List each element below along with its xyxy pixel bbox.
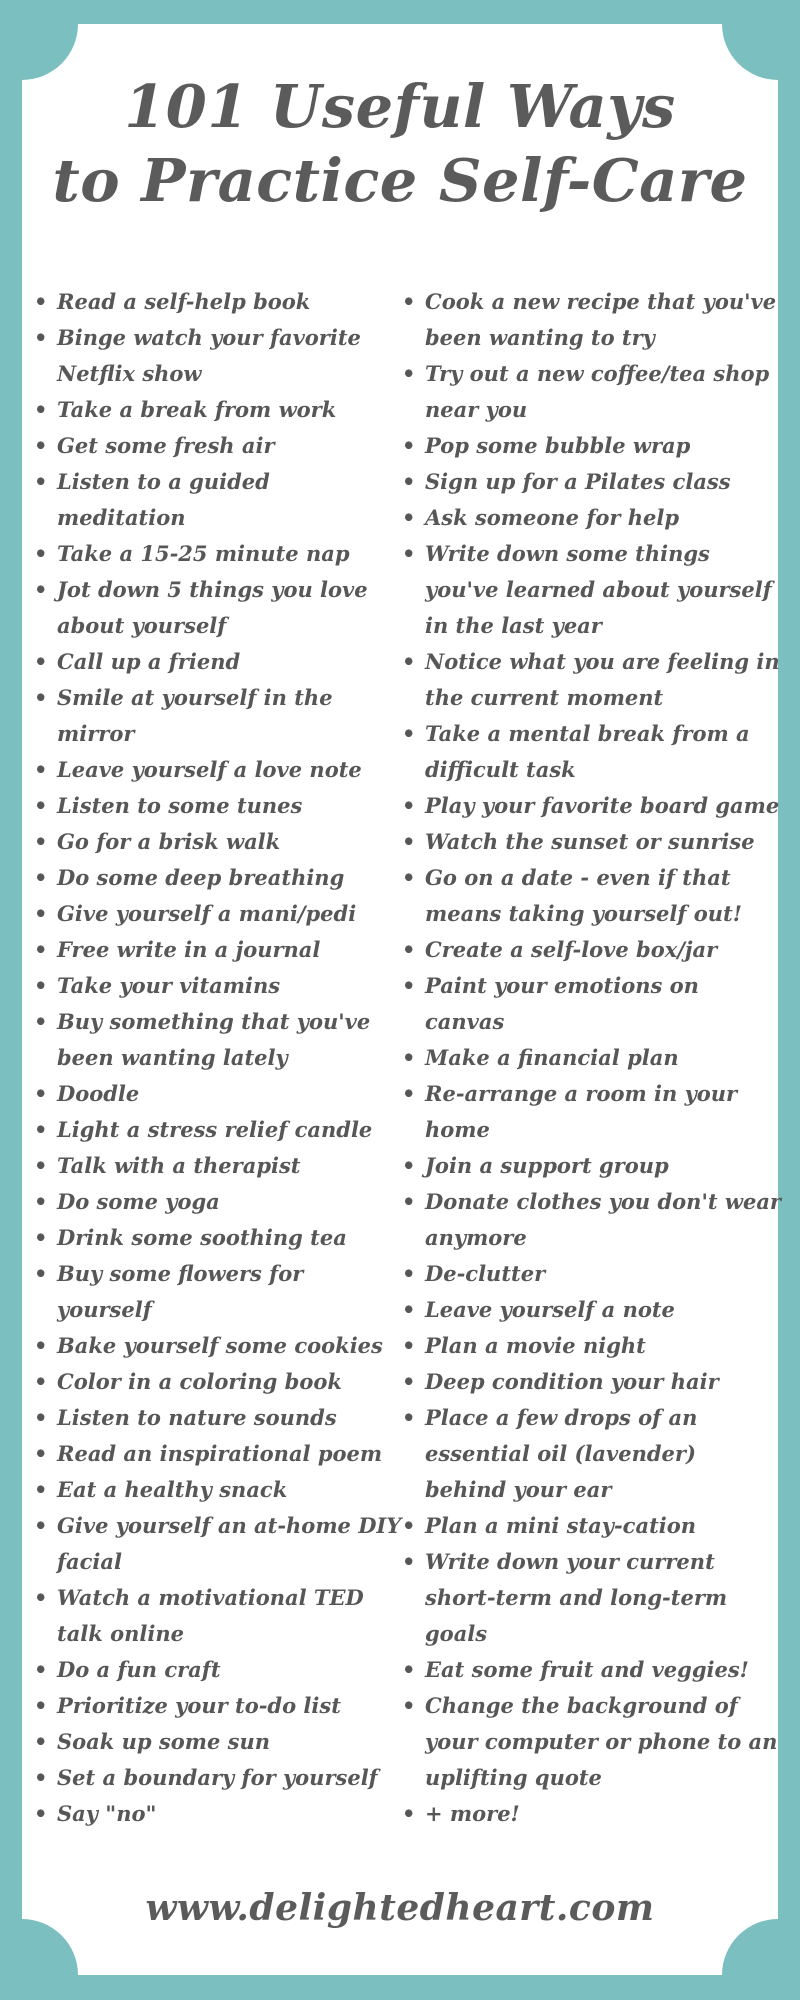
list-item: • Create a self-love box/jar: [398, 932, 782, 968]
list-item: • Prioritize your to-do list: [30, 1688, 402, 1724]
list-item: • Eat a healthy snack: [30, 1472, 402, 1508]
title-line-2: to Practice Self-Care: [52, 146, 748, 215]
list-item: • Watch a motivational TED talk online: [30, 1580, 402, 1652]
list-item: • Call up a friend: [30, 644, 402, 680]
list-item: • Leave yourself a love note: [30, 752, 402, 788]
list-item: • Donate clothes you don't wear anymore: [398, 1184, 782, 1256]
list-item: • Read an inspirational poem: [30, 1436, 402, 1472]
list-item: • Buy some flowers for yourself: [30, 1256, 402, 1328]
list-item: • Free write in a journal: [30, 932, 402, 968]
list-item: • Plan a movie night: [398, 1328, 782, 1364]
list-item: • Deep condition your hair: [398, 1364, 782, 1400]
list-item: • Do some deep breathing: [30, 860, 402, 896]
list-item: • Join a support group: [398, 1148, 782, 1184]
list-item: • Smile at yourself in the mirror: [30, 680, 402, 752]
list-item: • Doodle: [30, 1076, 402, 1112]
list-item: • Bake yourself some cookies: [30, 1328, 402, 1364]
list-item: • Watch the sunset or sunrise: [398, 824, 782, 860]
list-item: • Set a boundary for yourself: [30, 1760, 402, 1796]
list-item: • Give yourself an at-home DIY facial: [30, 1508, 402, 1580]
list-item: • Listen to nature sounds: [30, 1400, 402, 1436]
list-item: • Try out a new coffee/tea shop near you: [398, 356, 782, 428]
list-item: • Take a mental break from a difficult task: [398, 716, 782, 788]
list-item: • Take your vitamins: [30, 968, 402, 1004]
list-item: • Color in a coloring book: [30, 1364, 402, 1400]
list-item: • Write down your current short-term and long-term goals: [398, 1544, 782, 1652]
list-item: • Say "no": [30, 1796, 402, 1832]
list-item: • Notice what you are feeling in the current moment: [398, 644, 782, 716]
list-item: • Drink some soothing tea: [30, 1220, 402, 1256]
list-item: • Place a few drops of an essential oil (lavender) behind your ear: [398, 1400, 782, 1508]
list-item: • Eat some fruit and veggies!: [398, 1652, 782, 1688]
list-item: • Plan a mini stay-cation: [398, 1508, 782, 1544]
list-item: • Leave yourself a note: [398, 1292, 782, 1328]
list-item: • Write down some things you've learned about yourself in the last year: [398, 536, 782, 644]
title-line-1: 101 Useful Ways: [124, 72, 676, 141]
right-column-list: [398, 284, 782, 1832]
list-item: • Play your favorite board game: [398, 788, 782, 824]
list-item: • Go on a date - even if that means taking yourself out!: [398, 860, 782, 932]
list-item: • Light a stress relief candle: [30, 1112, 402, 1148]
list-item: • Paint your emotions on canvas: [398, 968, 782, 1040]
list-item: • Listen to some tunes: [30, 788, 402, 824]
list-item: • Do a fun craft: [30, 1652, 402, 1688]
list-item: • Listen to a guided meditation: [30, 464, 402, 536]
list-item: • Soak up some sun: [30, 1724, 402, 1760]
list-item: • Make a financial plan: [398, 1040, 782, 1076]
list-item: • Get some fresh air: [30, 428, 402, 464]
list-item: • Go for a brisk walk: [30, 824, 402, 860]
list-item: • Sign up for a Pilates class: [398, 464, 782, 500]
list-item: • Read a self-help book: [30, 284, 402, 320]
list-item: • Talk with a therapist: [30, 1148, 402, 1184]
page-title: [0, 70, 800, 218]
list-item: • Change the background of your computer or phone to an uplifting quote: [398, 1688, 782, 1796]
list-item: • Cook a new recipe that you've been wanting to try: [398, 284, 782, 356]
list-item: • Buy something that you've been wanting lately: [30, 1004, 402, 1076]
list-item: • Binge watch your favorite Netflix show: [30, 320, 402, 392]
list-item: • Re-arrange a room in your home: [398, 1076, 782, 1148]
list-item: • Give yourself a mani/pedi: [30, 896, 402, 932]
list-item: • Take a 15-25 minute nap: [30, 536, 402, 572]
list-item: • + more!: [398, 1796, 782, 1832]
list-item: • Take a break from work: [30, 392, 402, 428]
list-item: • Pop some bubble wrap: [398, 428, 782, 464]
list-item: • De-clutter: [398, 1256, 782, 1292]
list-item: • Jot down 5 things you love about yourself: [30, 572, 402, 644]
left-column-list: [30, 284, 402, 1832]
list-item: • Ask someone for help: [398, 500, 782, 536]
website-url: www.delightedheart.com: [145, 1887, 655, 1929]
list-item: • Do some yoga: [30, 1184, 402, 1220]
